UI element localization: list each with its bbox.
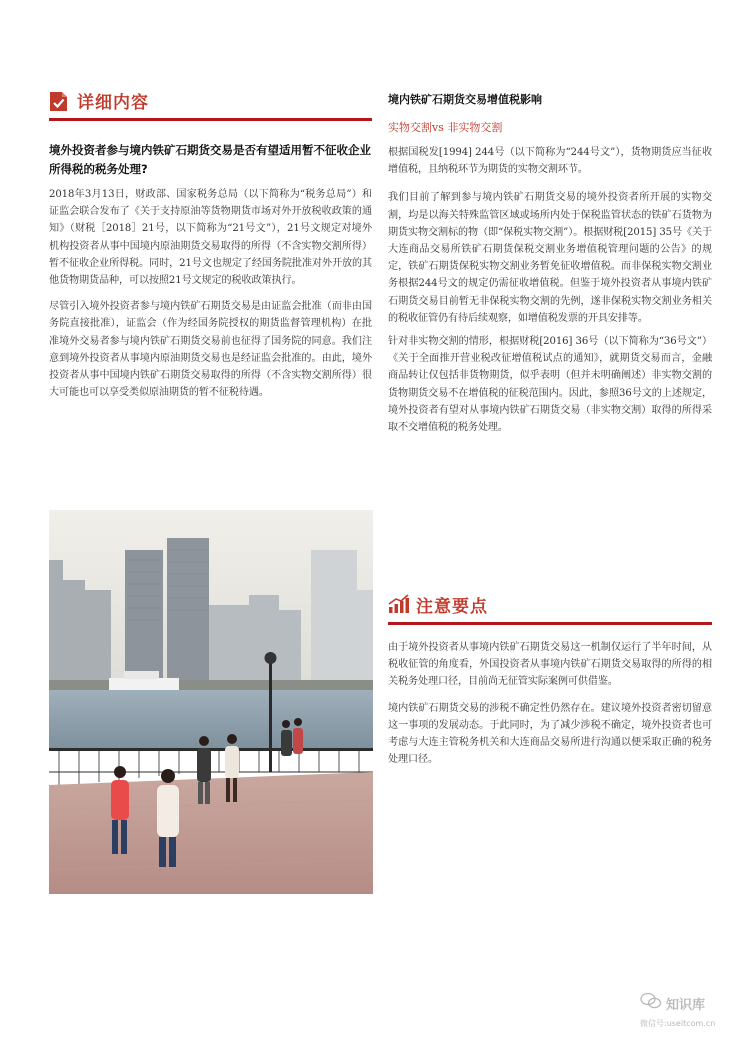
wechat-icon — [640, 992, 662, 1014]
details-section-title: 详细内容 — [77, 93, 149, 113]
right-column — [388, 91, 712, 436]
waterfront-photo — [49, 510, 373, 894]
watermark — [640, 992, 740, 1029]
notes-section — [388, 592, 712, 768]
notes-paragraph-2: 境内铁矿石期货交易的涉税不确定性仍然存在。建议境外投资者密切留意这一事项的发展动态。于此同时，为了减少涉税不确定，境外投资者也可考虑与大连主管税务机关和大连商品交易所进行沟通以便采取正确的税务处理口径。 — [388, 702, 712, 766]
document-check-icon — [49, 90, 69, 112]
question-heading: 境外投资者参与境内铁矿石期货交易是否有望适用暂不征收企业所得税的税务处理? — [49, 143, 371, 176]
notes-section-header — [388, 592, 712, 625]
notes-paragraph-1: 由于境外投资者从事境内铁矿石期货交易这一机制仅运行了半年时间，从税收征管的角度看，外国投资者从事境内铁矿石期货交易取得的所得的相关税务处理口径，目前尚无征管实际案例可供借鉴。 — [388, 642, 712, 688]
paragraph-csrc-approval: 尽管引入境外投资者参与境内铁矿石期货交易是由证监会批准（而非由国务院直接批准），证监会（作为经国务院授权的期货监督管理机构）在批准境外交易者参与境内铁矿石期货交易前也征得了国务院的同意。我们注意到境外投资者从事境内原油期货交易也是经证监会批准的。由此，境外投资者从事中国境内铁矿石期货交易取得的所得（不含实物交割所得）很大可能也可以享受类似原油期货的暂不征税待遇。 — [49, 301, 372, 399]
paragraph-244-notice: 根据国税发[1994] 244号（以下简称为“244号文”），货物期货应当征收增值税，且纳税环节为期货的实物交割环节。 — [388, 147, 712, 176]
watermark-sub: 微信号:useitcom.cn — [640, 1019, 716, 1028]
details-section-header — [49, 88, 372, 121]
bar-chart-icon — [388, 594, 408, 616]
paragraph-21-notice: 2018年3月13日，财政部、国家税务总局（以下简称为“税务总局”）和证监会联合发布了《关于支持原油等货物期货市场对外开放税收政策的通知》（财税［2018］21号，以下简称为“21号文”），21号文规定对境外机构投资者从事中国境内原油期货交易取得的所得（不含实物交割所得）暂不征收企业所得税。同时，21号文也规定了经国务院批准对外开放的其他货物期货品种，可以按照21号文规定的税收政策执行。 — [49, 189, 372, 287]
vat-impact-heading: 境内铁矿石期货交易增值税影响 — [388, 93, 542, 106]
paragraph-bonded-delivery: 我们目前了解到参与境内铁矿石期货交易的境外投资者所开展的实物交割，均是以海关特殊监管区域或场所内处于保税监管状态的铁矿石货物为期货实物交割标的物（即“保税实物交割”）。根据财税[2015] 35号《关于大连商品交易所铁矿石期货保税交割业务增值税管理问题的公告》的规定，铁矿石期货保税实物交割业务暂免征收增值税。而非保税实物交割业务根据244号文的规定仍需征收增值税。但鉴于境外投资者从事境内铁矿石期货交易目前暂无非保税实物交割的先例，遂非保税实物交割业务相关的税收征管仍有待后续观察，如增值税发票的开具安排等。 — [388, 192, 712, 324]
left-column — [49, 88, 372, 121]
watermark-brand: 知识库 — [666, 997, 706, 1013]
paragraph-non-physical-delivery: 针对非实物交割的情形，根据财税[2016] 36号（以下简称为“36号文”）《关于全面推开营业税改征增值税试点的通知》，就期货交易而言，金融商品转让仅包括非货物期货，似乎表明（但并未明确阐述）非实物交割的货物期货交易不在增值税的征税范围内。因此，参照36号文的上述规定，境外投资者有望对从事境内铁矿石期货交易（非实物交割）取得的所得采取不交增值税的税务处理。 — [388, 336, 712, 434]
notes-section-title: 注意要点 — [416, 597, 488, 617]
left-body — [49, 141, 372, 401]
vat-subheading: 实物交割vs 非实物交割 — [388, 121, 503, 134]
